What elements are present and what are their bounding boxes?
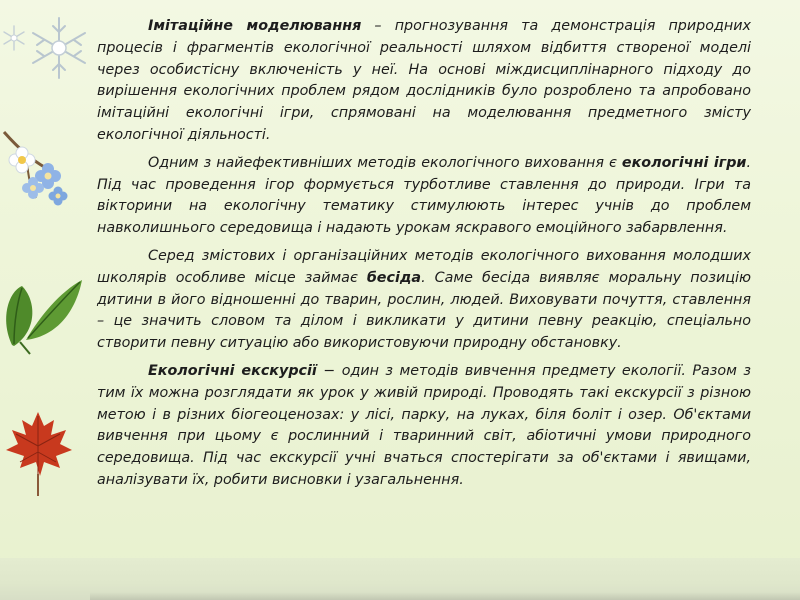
paragraph-excursions: [97, 361, 751, 492]
paragraph-text: − один з методів вивчення предмету екології. Разом з тим їх можна розглядати як урок у живій природі. Проводять такі екскурсії з різною метою і в різних біогеоценозах: у лісі, парку, на луках, біля боліт і озер. Об'єктами вивчення при цьому є рослинний і тваринний світ, абіотичні умови природного середовища. Під час екскурсії учні вчаться спостерігати за об'єктами і явищами, аналізувати їх, робити висновки і узагальнення.: [97, 362, 751, 488]
paragraph-simulation-modeling: [97, 16, 751, 147]
text-content: [97, 16, 751, 498]
paragraph-text: . Саме бесіда виявляє моральну позицію дитини в його відношенні до тварин, рослин, людей. Виховувати почуття, ставлення – це значить словом та ділом і викликати у дитини певну реакцію, спеціально створити певну ситуацію або використовуючи природну обстановку.: [97, 269, 751, 352]
paragraph-text: Одним з найефективніших методів екологічного виховання є: [148, 154, 622, 171]
flower-branch-icon: [4, 132, 68, 206]
term-eco-games: екологічні ігри: [621, 154, 747, 171]
paragraph-text: . Під час проведення ігор формується турботливе ставлення до природи. Ігри та вікторини на екологічну тематику стимулюють інтерес учнів до проблем навколишнього середовища і надають урокам яскравого емоційного забарвлення.: [97, 154, 751, 237]
footer-shadow: [90, 592, 800, 600]
snowflake-icon: [4, 26, 24, 50]
maple-leaf-icon: [6, 412, 72, 496]
snowflake-icon: [33, 18, 85, 78]
term-simulation-modeling: Імітаційне моделювання: [148, 18, 362, 34]
paragraph-conversation: [97, 246, 751, 355]
paragraph-text: – прогнозування та демонстрація природних процесів і фрагментів екологічної реальності шляхом відбиття створеної моделі через особистісну включеність у неї. На основі міждисциплінарного підходу до вирішення екологічних проблем рядом дослідників було розроблено та апробовано імітаційні екологічні ігри, спрямовані на моделювання предметного змісту екологічної діяльності.: [97, 18, 751, 143]
paragraph-eco-games: [97, 153, 751, 240]
term-excursions: Екологічні екскурсії: [148, 362, 317, 379]
paragraph-text: Серед змістових і організаційних методів екологічного виховання молодших школярів особливе місце займає: [97, 247, 751, 286]
decoration-strip: [0, 0, 100, 600]
leaf-icon: [6, 280, 82, 354]
term-conversation: бесіда: [366, 269, 422, 286]
